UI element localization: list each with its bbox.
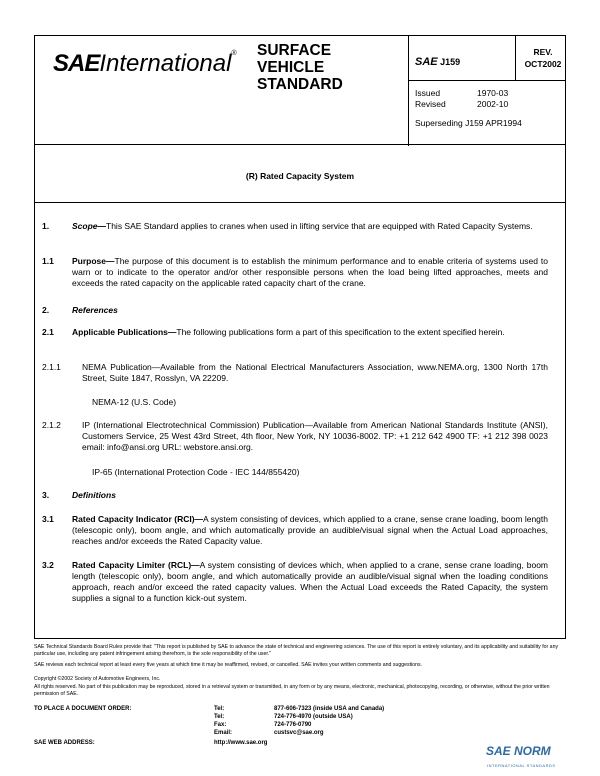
footer-rules: SAE Technical Standards Board Rules provide that: "This report is published by SAE to advance the state of technical and engineering sciences. The use of this report is entirely voluntary, and its applicability and suitability for any particular use, including any patent infringement arising therefrom, is the sole responsibility of the user." [34,644,559,657]
section-references: References [72,305,118,315]
definition-rci: Rated Capacity Indicator (RCI)—A system consisting of devices, which applied to a crane, sense crane loading, boom length (telescopic only), boom angle, and which automatically provide an audible/visual signal when the Actual Load approaches, reaches and/or exceeds the Rated Capacity value. [72,514,549,546]
section-number: 1. [42,221,50,231]
section-number: 3. [42,490,50,500]
footer-copyright: Copyright ©2002 Society of Automotive Engineers, Inc. [34,676,161,682]
section-number: 1.1 [42,256,54,266]
nema-reference: NEMA-12 (U.S. Code) [92,397,177,407]
section-nema-publication: NEMA Publication—Available from the National Electrical Manufacturers Association, www.NEMA.org, 1300 North 17th Street, Suite 1847, Rosslyn, VA 22209. [82,362,548,383]
section-ip-publication: IP (International Electrotechnical Commission) Publication—Available from American National Standards Institute (ANSI), Customers Service, 25 West 43rd Street, 4th floor, New York, NY 10036-8002. TP: +1 212 642 4900 TF: +1 212 398 0023 email: info@ansi.org URL: webstore.ansi.org. [82,420,548,452]
document-title: (R) Rated Capacity System [245,171,355,181]
section-number: 3.1 [42,514,54,524]
email-value[interactable]: custsvc@sae.org [274,730,324,736]
tel-value: 877-606-7323 (inside USA and Canada) [274,706,385,712]
section-applicable-publications: Applicable Publications—The following publications form a part of this specification to the extent specified herein. [72,327,505,337]
sae-international-logo: SAEInternational® [53,50,237,77]
section-number: 3.2 [42,560,54,570]
fax-label: Fax: [214,722,227,728]
section-number: 2.1.1 [42,362,61,372]
revision-box: REV. OCT2002 [524,47,562,69]
fax-value: 724-776-0790 [274,722,312,728]
section-number: 2. [42,305,50,315]
section-purpose: Purpose—The purpose of this document is to establish the minimum performance and to enable criteria of systems used to warn or to indicate to the operator and/or other responsible persons when the load being lifted approaches, meets and exceeds the rated capacity on the applicable rated capacity chart of the crane. [72,256,548,288]
tel2-value: 724-776-4970 (outside USA) [274,714,353,720]
header-divider [408,36,409,146]
section-scope: Scope—This SAE Standard applies to cranes when used in lifting service that are equipped with Rated Capacity Systems. [72,221,533,231]
standard-type: SURFACE VEHICLE STANDARD [257,42,343,93]
order-label: TO PLACE A DOCUMENT ORDER: [34,706,132,712]
footer-rights: All rights reserved. No part of this publication may be reproduced, stored in a retrieval system or transmitted, in any form or by any means, electronic, mechanical, photocopying, recording, or otherwise, without the prior written permission of SAE. [34,684,550,697]
footer-review: SAE reviews each technical report at least every five years at which time it may be reaffirmed, revised, or cancelled. SAE invites your written comments and suggestions. [34,662,422,668]
issue-dates: Issued 1970-03 Revised 2002-10 Superseding J159 APR1994 [415,88,522,128]
document-number: SAE J159 [415,56,461,68]
section-number: 2.1.2 [42,420,61,430]
definition-rcl: Rated Capacity Limiter (RCL)—A system consisting of devices which, when applied to a crane, sense crane loading, boom length (telescopic only), boom angle, and which automatically provide an audible/visual signal when the loading conditions approach, reach and/or exceed the rated capacity values. When the Actual Load exceeds the Rated Capacity, the system supplies a signal to a function kick-out system. [72,560,548,603]
document-title-box [34,145,566,203]
web-address[interactable]: http://www.sae.org [214,740,268,746]
section-number: 2.1 [42,327,54,337]
web-label: SAE WEB ADDRESS: [34,740,95,746]
tel2-label: Tel: [214,714,225,720]
sae-norm-logo: SAE NORM [486,744,551,758]
section-definitions: Definitions [72,490,116,500]
header-divider [408,80,566,81]
tel-label: Tel: [214,706,225,712]
sae-norm-subtitle: INTERNATIONAL STANDARDS [487,763,556,768]
ip-reference: IP-65 (International Protection Code - IEC 144/855420) [92,467,300,477]
email-label: Email: [214,730,233,736]
superseding: Superseding J159 APR1994 [415,118,522,128]
document-header [34,35,566,145]
header-divider [515,36,516,80]
